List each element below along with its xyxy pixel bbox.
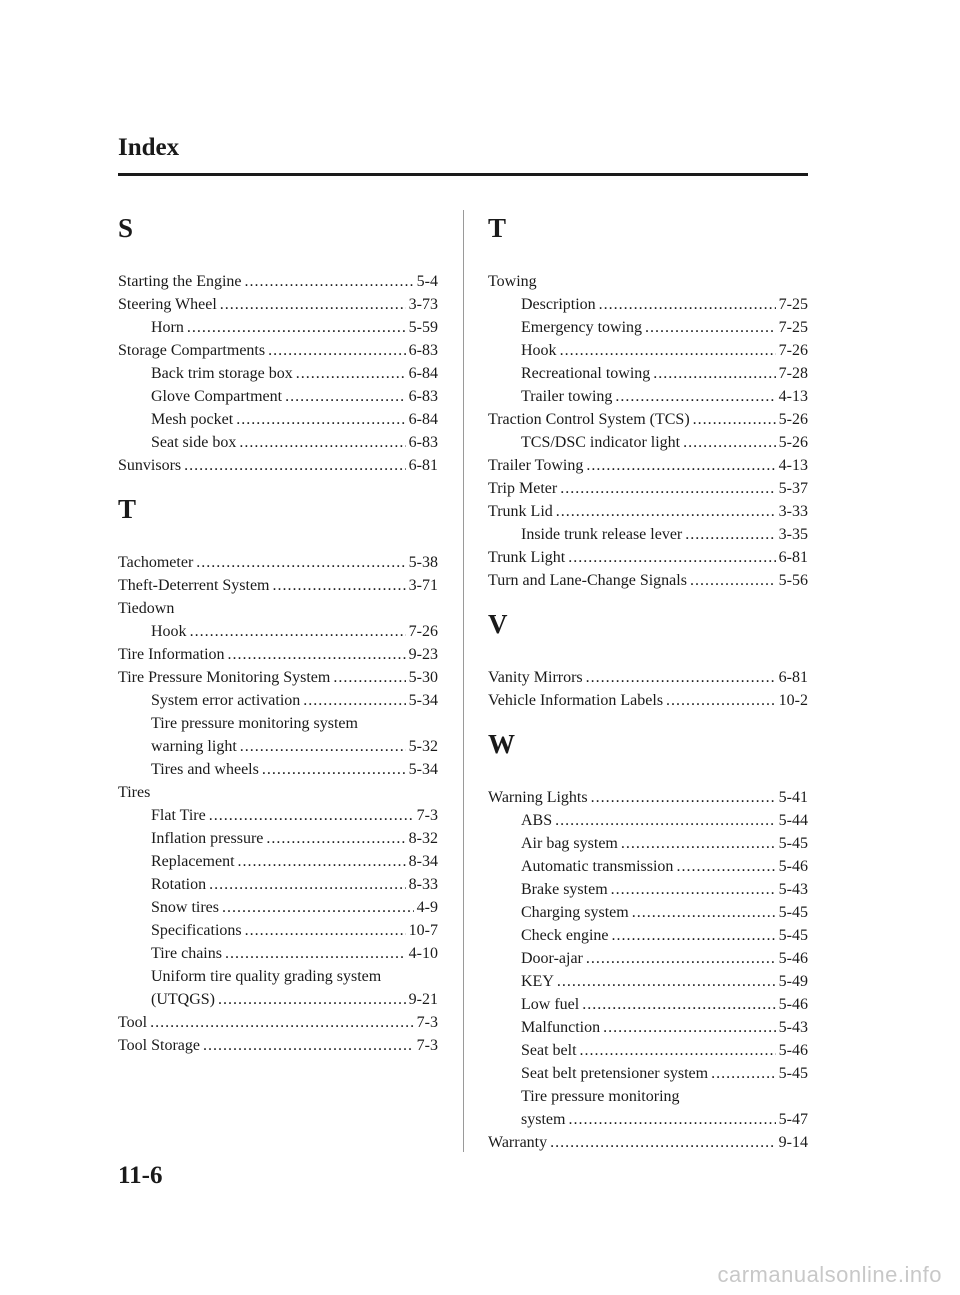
entry-page-ref: 10-2 — [778, 692, 808, 709]
entry-label: Hook — [151, 623, 187, 640]
entry-page-ref: 3-73 — [408, 296, 438, 313]
entry-label: Tire Pressure Monitoring System — [118, 669, 331, 686]
entry-page-ref: 7-28 — [778, 365, 808, 382]
entry-page-ref: 5-46 — [778, 858, 808, 875]
index-subentry — [488, 1085, 808, 1108]
entry-label: KEY — [521, 973, 554, 990]
entry-page-ref: 5-46 — [778, 996, 808, 1013]
index-subentry — [488, 809, 808, 832]
entry-label: Theft-Deterrent System — [118, 577, 270, 594]
index-subentry — [118, 316, 438, 339]
entry-page-ref: 9-14 — [778, 1134, 808, 1151]
leader-dots — [645, 316, 776, 339]
leader-dots — [239, 431, 405, 454]
entry-label: (UTQGS) — [151, 991, 215, 1008]
entry-label: Air bag system — [521, 835, 618, 852]
index-subentry — [488, 1039, 808, 1062]
entry-label: Trunk Lid — [488, 503, 553, 520]
leader-dots — [666, 689, 776, 712]
entry-label: Tire chains — [151, 945, 222, 962]
entry-label: Flat Tire — [151, 807, 206, 824]
entry-page-ref: 5-38 — [408, 554, 438, 571]
leader-dots — [653, 362, 775, 385]
entry-page-ref: 7-3 — [416, 1037, 438, 1054]
entry-label: System error activation — [151, 692, 301, 709]
leader-dots — [550, 1131, 776, 1154]
leader-dots — [240, 735, 406, 758]
leader-dots — [632, 901, 776, 924]
leader-dots — [690, 569, 776, 592]
index-subentry — [488, 855, 808, 878]
entry-page-ref: 5-30 — [408, 669, 438, 686]
index-subentry — [118, 942, 438, 965]
entry-page-ref: 9-23 — [408, 646, 438, 663]
leader-dots — [220, 293, 406, 316]
entry-page-ref: 4-13 — [778, 457, 808, 474]
entry-label: Steering Wheel — [118, 296, 217, 313]
index-subentry — [118, 385, 438, 408]
entry-label: Trip Meter — [488, 480, 558, 497]
leader-dots — [238, 850, 406, 873]
leader-dots — [612, 924, 776, 947]
leader-dots — [586, 454, 775, 477]
index-subentry — [118, 408, 438, 431]
index-subentry — [488, 832, 808, 855]
entry-label: Seat belt pretensioner system — [521, 1065, 709, 1082]
entry-page-ref: 5-45 — [778, 1065, 808, 1082]
leader-dots — [683, 431, 776, 454]
index-subentry — [488, 339, 808, 362]
leader-dots — [209, 804, 414, 827]
entry-page-ref: 7-26 — [408, 623, 438, 640]
index-subentry — [488, 385, 808, 408]
entry-page-ref: 8-32 — [408, 830, 438, 847]
entry-label: Hook — [521, 342, 557, 359]
index-entry — [488, 786, 808, 809]
entry-label: Turn and Lane-Change Signals — [488, 572, 687, 589]
index-entry — [488, 500, 808, 523]
entry-label: Inflation pressure — [151, 830, 264, 847]
entry-page-ref: 6-81 — [778, 549, 808, 566]
entry-page-ref: 6-83 — [408, 434, 438, 451]
index-subentry — [488, 924, 808, 947]
leader-dots — [693, 408, 776, 431]
entry-label: Tire Information — [118, 646, 225, 663]
entry-label: Seat belt — [521, 1042, 577, 1059]
entry-label: Replacement — [151, 853, 235, 870]
index-subentry — [118, 988, 438, 1011]
index-subentry — [488, 431, 808, 454]
entry-label: Uniform tire quality grading system — [151, 968, 382, 985]
index-subentry — [118, 965, 438, 988]
entry-label: Tachometer — [118, 554, 194, 571]
entry-label: Malfunction — [521, 1019, 601, 1036]
index-subentry — [488, 947, 808, 970]
index-entry — [118, 454, 438, 477]
entry-page-ref: 5-59 — [408, 319, 438, 336]
entry-page-ref: 6-83 — [408, 388, 438, 405]
leader-dots — [555, 809, 776, 832]
index-subentry — [118, 896, 438, 919]
index-entry — [118, 781, 438, 804]
leader-dots — [285, 385, 406, 408]
leader-dots — [603, 1016, 776, 1039]
entry-label: TCS/DSC indicator light — [521, 434, 681, 451]
leader-dots — [560, 339, 776, 362]
index-entry — [118, 597, 438, 620]
leader-dots — [599, 293, 776, 316]
index-entry — [118, 1011, 438, 1034]
index-subentry — [118, 735, 438, 758]
leader-dots — [150, 1011, 414, 1034]
entry-label: Brake system — [521, 881, 608, 898]
index-column-left — [118, 208, 438, 1057]
leader-dots — [209, 873, 406, 896]
entry-label: warning light — [151, 738, 237, 755]
entry-page-ref: 8-34 — [408, 853, 438, 870]
entry-label: Warranty — [488, 1134, 548, 1151]
entry-label: Trunk Light — [488, 549, 566, 566]
index-entry — [488, 666, 808, 689]
leader-dots — [676, 855, 775, 878]
index-subentry — [118, 431, 438, 454]
index-entry — [488, 689, 808, 712]
entry-label: Starting the Engine — [118, 273, 242, 290]
leader-dots — [228, 643, 406, 666]
leader-dots — [586, 947, 776, 970]
entry-page-ref: 4-10 — [408, 945, 438, 962]
index-entry — [488, 454, 808, 477]
entry-page-ref: 6-81 — [408, 457, 438, 474]
entry-label: Horn — [151, 319, 184, 336]
entry-label: Description — [521, 296, 596, 313]
entry-label: Recreational towing — [521, 365, 651, 382]
entry-page-ref: 5-26 — [778, 411, 808, 428]
entry-label: Tire pressure monitoring system — [151, 715, 358, 732]
leader-dots — [303, 689, 405, 712]
entry-label: Snow tires — [151, 899, 219, 916]
entry-page-ref: 6-84 — [408, 411, 438, 428]
index-entry — [488, 270, 808, 293]
entry-label: ABS — [521, 812, 553, 829]
section-letter: T — [118, 494, 137, 524]
entry-page-ref: 8-33 — [408, 876, 438, 893]
leader-dots — [266, 827, 405, 850]
index-subentry — [488, 1062, 808, 1085]
header-rule — [118, 173, 808, 176]
index-entry — [488, 1131, 808, 1154]
index-section — [118, 208, 438, 477]
index-entry — [488, 408, 808, 431]
index-entry — [118, 339, 438, 362]
entry-label: Back trim storage box — [151, 365, 293, 382]
leader-dots — [296, 362, 406, 385]
entry-page-ref: 5-47 — [778, 1111, 808, 1128]
entry-page-ref: 5-34 — [408, 692, 438, 709]
entry-page-ref: 4-9 — [416, 899, 438, 916]
entry-label: Vanity Mirrors — [488, 669, 583, 686]
entry-label: Vehicle Information Labels — [488, 692, 664, 709]
entry-page-ref: 3-71 — [408, 577, 438, 594]
leader-dots — [615, 385, 775, 408]
index-section — [118, 489, 438, 1057]
leader-dots — [268, 339, 406, 362]
index-entry — [118, 643, 438, 666]
column-divider — [463, 210, 464, 1152]
leader-dots — [245, 270, 414, 293]
entry-label: Storage Compartments — [118, 342, 266, 359]
entry-label: Tiedown — [118, 600, 175, 617]
entry-page-ref: 5-56 — [778, 572, 808, 589]
index-subentry — [118, 758, 438, 781]
entry-page-ref: 5-49 — [778, 973, 808, 990]
index-subentry — [488, 1016, 808, 1039]
entry-page-ref: 5-46 — [778, 950, 808, 967]
entry-page-ref: 5-43 — [778, 881, 808, 898]
entry-label: Trailer Towing — [488, 457, 584, 474]
entry-label: Tool — [118, 1014, 148, 1031]
index-subentry — [118, 919, 438, 942]
entry-label: Charging system — [521, 904, 629, 921]
index-subentry — [488, 523, 808, 546]
leader-dots — [557, 970, 776, 993]
index-subentry — [488, 970, 808, 993]
leader-dots — [556, 500, 776, 523]
index-subentry — [118, 689, 438, 712]
entry-page-ref: 3-35 — [778, 526, 808, 543]
entry-page-ref: 7-25 — [778, 319, 808, 336]
index-entry — [118, 574, 438, 597]
leader-dots — [591, 786, 776, 809]
leader-dots — [685, 523, 775, 546]
entry-page-ref: 7-3 — [416, 807, 438, 824]
index-entry — [118, 1034, 438, 1057]
index-entry — [118, 293, 438, 316]
entry-label: Tire pressure monitoring — [521, 1088, 680, 1105]
leader-dots — [611, 878, 776, 901]
entry-page-ref: 5-37 — [778, 480, 808, 497]
leader-dots — [225, 942, 406, 965]
leader-dots — [262, 758, 406, 781]
entry-page-ref: 6-81 — [778, 669, 808, 686]
entry-page-ref: 5-32 — [408, 738, 438, 755]
page-title: Index — [118, 134, 180, 161]
entry-label: Trailer towing — [521, 388, 613, 405]
index-subentry — [488, 362, 808, 385]
entry-page-ref: 5-44 — [778, 812, 808, 829]
entry-page-ref: 5-34 — [408, 761, 438, 778]
leader-dots — [184, 454, 406, 477]
index-entry — [118, 270, 438, 293]
index-entry — [118, 666, 438, 689]
leader-dots — [586, 666, 776, 689]
entry-label: Glove Compartment — [151, 388, 283, 405]
entry-label: Automatic transmission — [521, 858, 674, 875]
entry-label: Low fuel — [521, 996, 580, 1013]
leader-dots — [203, 1034, 414, 1057]
entry-page-ref: 3-33 — [778, 503, 808, 520]
watermark: carmanualsonline.info — [717, 1262, 942, 1287]
index-entry — [488, 477, 808, 500]
leader-dots — [187, 316, 406, 339]
entry-label: Traction Control System (TCS) — [488, 411, 690, 428]
entry-page-ref: 5-4 — [416, 273, 438, 290]
index-subentry — [488, 993, 808, 1016]
entry-label: Rotation — [151, 876, 207, 893]
page-number: 11-6 — [118, 1162, 163, 1189]
leader-dots — [568, 546, 775, 569]
entry-label: Tires — [118, 784, 151, 801]
entry-page-ref: 7-26 — [778, 342, 808, 359]
entry-page-ref: 5-45 — [778, 835, 808, 852]
leader-dots — [196, 551, 405, 574]
entry-page-ref: 4-13 — [778, 388, 808, 405]
index-entry — [488, 546, 808, 569]
index-subentry — [118, 873, 438, 896]
section-letter: T — [488, 213, 507, 243]
entry-page-ref: 9-21 — [408, 991, 438, 1008]
leader-dots — [222, 896, 414, 919]
entry-label: Emergency towing — [521, 319, 643, 336]
index-subentry — [118, 827, 438, 850]
leader-dots — [273, 574, 406, 597]
entry-page-ref: 7-3 — [416, 1014, 438, 1031]
entry-page-ref: 6-84 — [408, 365, 438, 382]
leader-dots — [333, 666, 405, 689]
leader-dots — [580, 1039, 776, 1062]
section-letter: S — [118, 213, 134, 243]
index-section — [488, 604, 808, 712]
entry-page-ref: 5-45 — [778, 927, 808, 944]
leader-dots — [560, 477, 775, 500]
leader-dots — [236, 408, 405, 431]
entry-label: Tires and wheels — [151, 761, 259, 778]
index-subentry — [488, 316, 808, 339]
index-entry — [488, 569, 808, 592]
leader-dots — [711, 1062, 776, 1085]
leader-dots — [568, 1108, 775, 1131]
entry-page-ref: 6-83 — [408, 342, 438, 359]
entry-label: Seat side box — [151, 434, 237, 451]
index-subentry — [488, 901, 808, 924]
index-subentry — [118, 620, 438, 643]
entry-label: Tool Storage — [118, 1037, 200, 1054]
leader-dots — [245, 919, 406, 942]
index-subentry — [488, 293, 808, 316]
entry-page-ref: 5-43 — [778, 1019, 808, 1036]
entry-page-ref: 5-45 — [778, 904, 808, 921]
index-subentry — [118, 804, 438, 827]
entry-page-ref: 5-41 — [778, 789, 808, 806]
index-subentry — [118, 850, 438, 873]
index-section — [488, 208, 808, 592]
section-letter: V — [488, 609, 508, 639]
leader-dots — [190, 620, 406, 643]
leader-dots — [621, 832, 776, 855]
section-letter: W — [488, 729, 515, 759]
entry-label: Towing — [488, 273, 537, 290]
index-subentry — [118, 362, 438, 385]
index-column-right — [488, 208, 808, 1154]
entry-page-ref: 5-46 — [778, 1042, 808, 1059]
index-section — [488, 724, 808, 1154]
leader-dots — [218, 988, 406, 1011]
entry-label: Mesh pocket — [151, 411, 234, 428]
entry-page-ref: 7-25 — [778, 296, 808, 313]
entry-label: system — [521, 1111, 566, 1128]
index-subentry — [488, 1108, 808, 1131]
entry-label: Specifications — [151, 922, 242, 939]
leader-dots — [582, 993, 775, 1016]
entry-page-ref: 5-26 — [778, 434, 808, 451]
entry-label: Warning Lights — [488, 789, 588, 806]
index-subentry — [118, 712, 438, 735]
entry-label: Door-ajar — [521, 950, 583, 967]
index-entry — [118, 551, 438, 574]
entry-label: Sunvisors — [118, 457, 182, 474]
index-subentry — [488, 878, 808, 901]
entry-label: Check engine — [521, 927, 609, 944]
entry-label: Inside trunk release lever — [521, 526, 683, 543]
entry-page-ref: 10-7 — [408, 922, 438, 939]
